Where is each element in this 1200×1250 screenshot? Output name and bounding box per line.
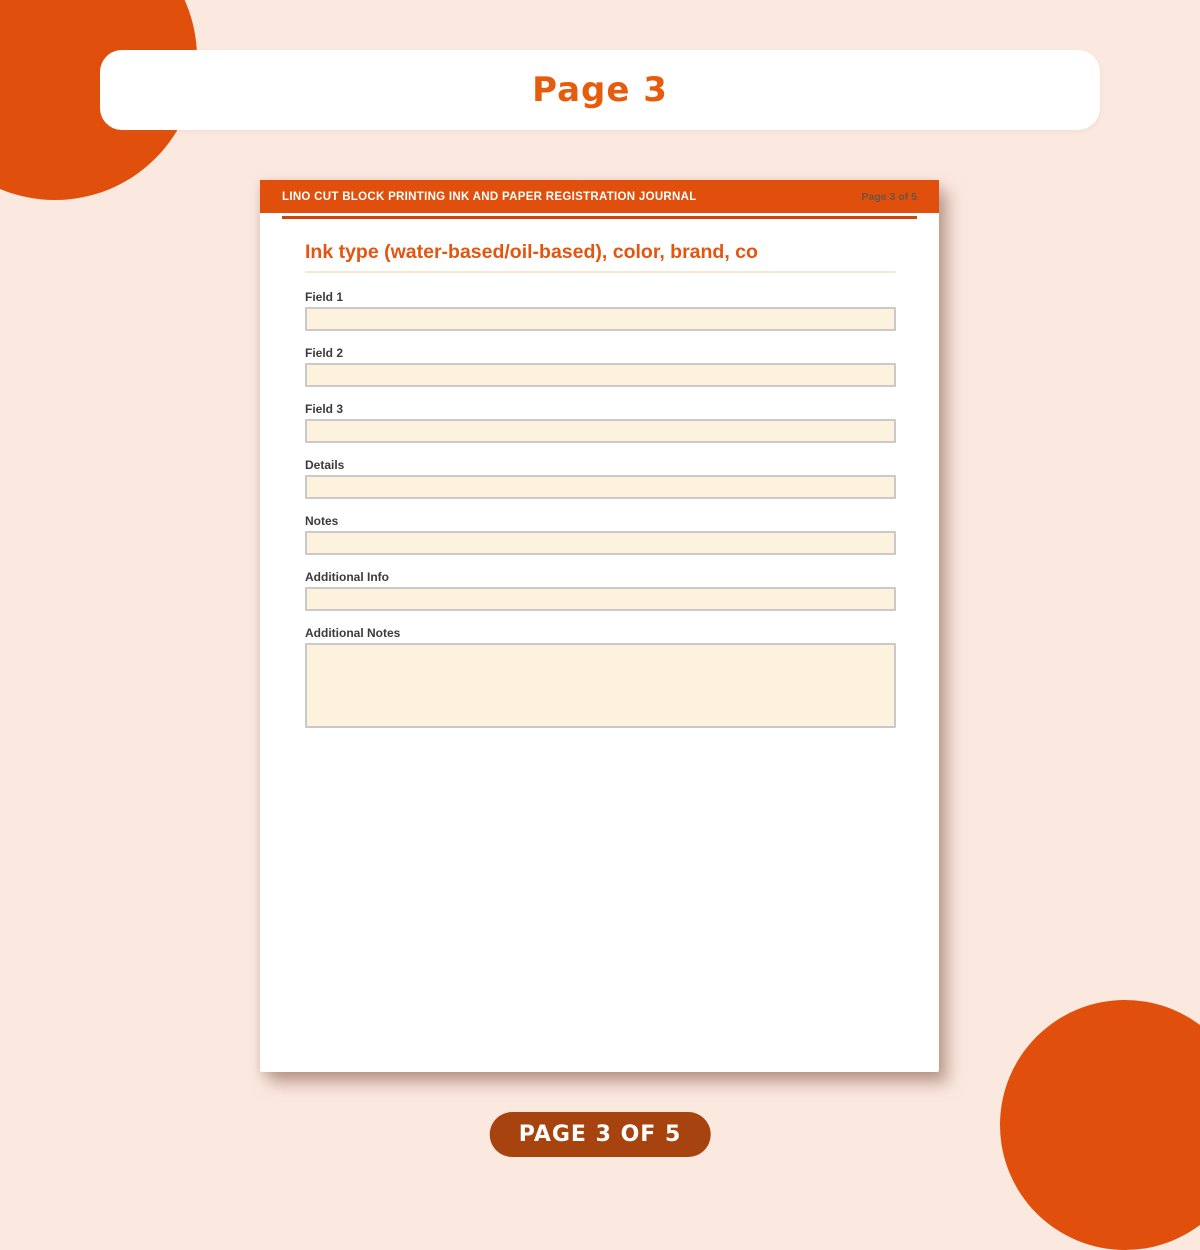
field-label: Notes: [305, 514, 339, 528]
field-label: Details: [305, 458, 345, 472]
decorative-circle-bottom-right: [1000, 1000, 1200, 1250]
field-label: Field 3: [305, 402, 344, 416]
journal-header-title: LINO CUT BLOCK PRINTING INK AND PAPER REGISTRATION JOURNAL: [282, 190, 697, 203]
form-field: [305, 458, 896, 499]
field-input-field-3[interactable]: [305, 419, 896, 443]
field-label: Field 1: [305, 290, 344, 304]
section-heading: Ink type (water-based/oil-based), color, brand, co: [305, 241, 758, 263]
page-number-badge-label: PAGE 3 OF 5: [518, 1122, 682, 1147]
page-number-badge: [490, 1112, 711, 1157]
field-textarea-additional-notes[interactable]: [305, 643, 896, 728]
field-label: Field 2: [305, 346, 344, 360]
form-field: [305, 290, 896, 331]
form-field: [305, 570, 896, 611]
header-rule: [282, 216, 917, 219]
form-field: [305, 514, 896, 555]
form-fields: [305, 290, 896, 728]
form-field: [305, 626, 896, 728]
field-input-field-2[interactable]: [305, 363, 896, 387]
field-label: Additional Notes: [305, 626, 401, 640]
field-input-field-1[interactable]: [305, 307, 896, 331]
journal-header: [260, 180, 939, 213]
field-label: Additional Info: [305, 570, 389, 584]
field-input-notes[interactable]: [305, 531, 896, 555]
journal-page: [260, 180, 939, 1072]
journal-content: [260, 241, 939, 728]
field-input-details[interactable]: [305, 475, 896, 499]
heading-divider: [305, 271, 896, 273]
journal-header-page-indicator: Page 3 of 5: [861, 190, 917, 203]
page-banner-title: Page 3: [532, 70, 668, 110]
form-field: [305, 402, 896, 443]
form-field: [305, 346, 896, 387]
page-banner: [100, 50, 1100, 130]
field-input-additional-info[interactable]: [305, 587, 896, 611]
